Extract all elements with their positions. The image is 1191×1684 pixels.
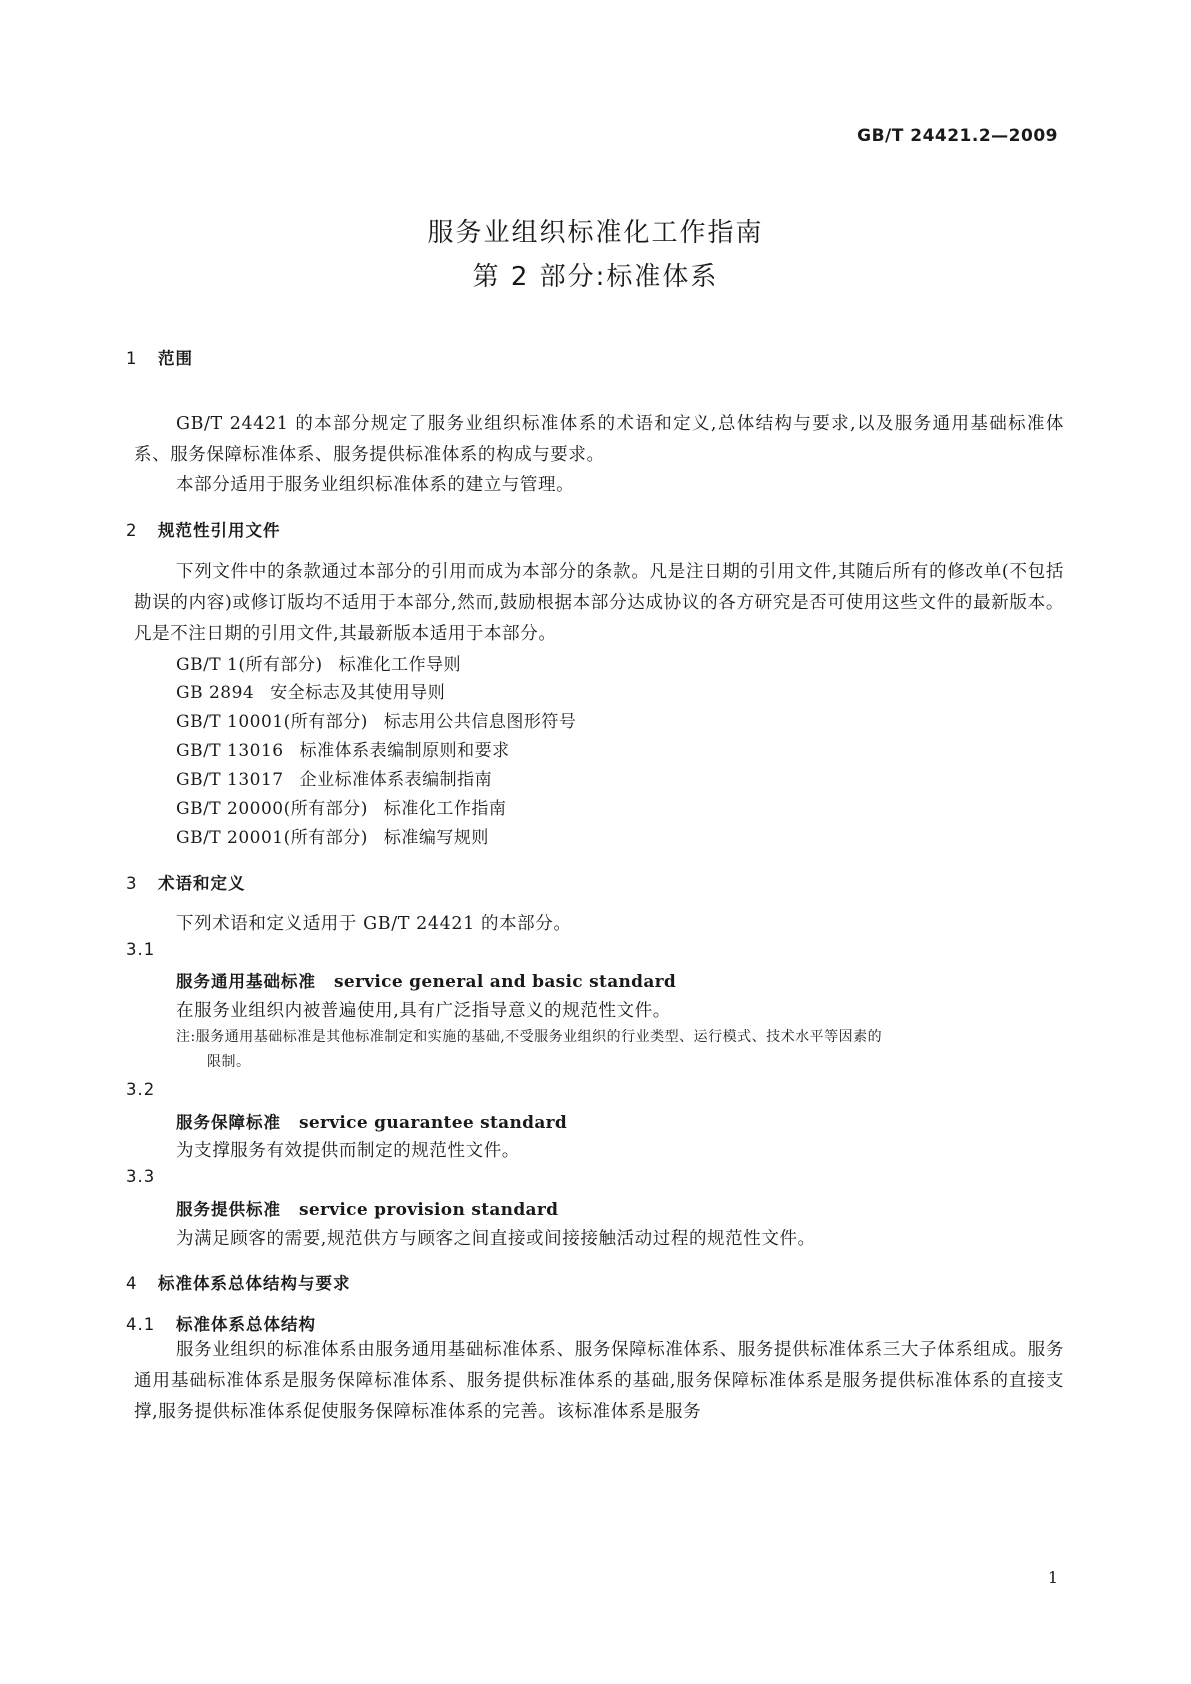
reference-item: [176, 765, 492, 790]
term-note: 注:服务通用基础标准是其他标准制定和实施的基础,不受服务业组织的行业类型、运行模式、技术水平等因素的: [176, 1029, 883, 1045]
reference-item: [176, 794, 506, 819]
term-english: service general and basic standard: [334, 972, 677, 992]
paragraph: GB/T 24421 的本部分规定了服务业组织标准体系的术语和定义,总体结构与要求,以及服务通用基础标准体系、服务保障标准体系、服务提供标准体系的构成与要求。: [134, 414, 1064, 465]
section-title: 范围: [158, 349, 193, 368]
term-definition: 为满足顾客的需要,规范供方与顾客之间直接或间接接触活动过程的规范性文件。: [176, 1229, 816, 1249]
reference-title: 标准编写规则: [383, 828, 489, 848]
section-title: 标准体系总体结构与要求: [158, 1274, 351, 1293]
section-title: 规范性引用文件: [158, 521, 281, 540]
subsection-number: 4.1: [126, 1315, 156, 1334]
section-number: 3: [126, 874, 138, 893]
section-title: 术语和定义: [158, 874, 246, 893]
reference-item: [176, 650, 461, 675]
section-2-heading: [126, 517, 281, 541]
reference-title: 安全标志及其使用导则: [270, 683, 446, 703]
reference-title: 标志用公共信息图形符号: [383, 712, 577, 732]
reference-code: GB/T 10001(所有部分): [176, 712, 368, 732]
term-definition: 为支撑服务有效提供而制定的规范性文件。: [176, 1141, 520, 1161]
section-number: 4: [126, 1274, 138, 1293]
document-title: 服务业组织标准化工作指南: [427, 218, 764, 248]
section-1-heading: [126, 345, 193, 369]
reference-code: GB/T 20000(所有部分): [176, 799, 368, 819]
section-number: 1: [126, 349, 138, 368]
reference-item: [176, 678, 445, 703]
reference-code: GB/T 13016: [176, 741, 284, 761]
subsection-4-1-heading: [126, 1311, 316, 1335]
term-heading: [176, 1196, 558, 1220]
section-number: 2: [126, 521, 138, 540]
term-name: 服务通用基础标准: [176, 972, 316, 991]
paragraph: 服务业组织的标准体系由服务通用基础标准体系、服务保障标准体系、服务提供标准体系三大子体系组成。服务通用基础标准体系是服务保障标准体系、服务提供标准体系的基础,服务保障标准体系是服务提供标准体系的直接支撑,服务提供标准体系促使服务保障标准体系的完善。该标准体系是服务: [134, 1340, 1064, 1422]
reference-code: GB/T 13017: [176, 770, 284, 790]
terms-intro: 下列术语和定义适用于 GB/T 24421 的本部分。: [176, 914, 572, 934]
paragraph: 下列文件中的条款通过本部分的引用而成为本部分的条款。凡是注日期的引用文件,其随后所有的修改单(不包括勘误的内容)或修订版均不适用于本部分,然而,鼓励根据本部分达成协议的各方研究是否可使用这些文件的最新版本。凡是不注日期的引用文件,其最新版本适用于本部分。: [134, 562, 1064, 644]
reference-title: 企业标准体系表编制指南: [299, 770, 493, 790]
reference-item: [176, 736, 510, 761]
term-name: 服务保障标准: [176, 1113, 281, 1132]
reference-item: [176, 823, 489, 848]
section-3-heading: [126, 870, 246, 894]
reference-title: 标准体系表编制原则和要求: [299, 741, 510, 761]
reference-item: [176, 707, 576, 732]
document-subtitle: 第 2 部分:标准体系: [472, 262, 719, 292]
reference-title: 标准化工作导则: [338, 655, 462, 675]
subsection-title: 标准体系总体结构: [176, 1315, 316, 1334]
term-number: 3.1: [126, 940, 156, 959]
term-definition: 在服务业组织内被普遍使用,具有广泛指导意义的规范性文件。: [176, 1001, 671, 1021]
page-number: 1: [1047, 1568, 1058, 1587]
paragraph: 本部分适用于服务业组织标准体系的建立与管理。: [176, 475, 575, 495]
reference-code: GB 2894: [176, 683, 255, 703]
term-english: service provision standard: [299, 1200, 559, 1220]
section-4-heading: [126, 1270, 351, 1294]
term-heading: [176, 1109, 567, 1133]
reference-title: 标准化工作指南: [383, 799, 507, 819]
reference-code: GB/T 1(所有部分): [176, 655, 323, 675]
term-note-continuation: 限制。: [207, 1054, 251, 1070]
term-name: 服务提供标准: [176, 1200, 281, 1219]
reference-code: GB/T 20001(所有部分): [176, 828, 368, 848]
term-number: 3.2: [126, 1080, 156, 1099]
term-english: service guarantee standard: [299, 1113, 568, 1133]
standard-code: GB/T 24421.2—2009: [857, 126, 1058, 146]
term-number: 3.3: [126, 1167, 156, 1186]
term-heading: [176, 968, 676, 992]
